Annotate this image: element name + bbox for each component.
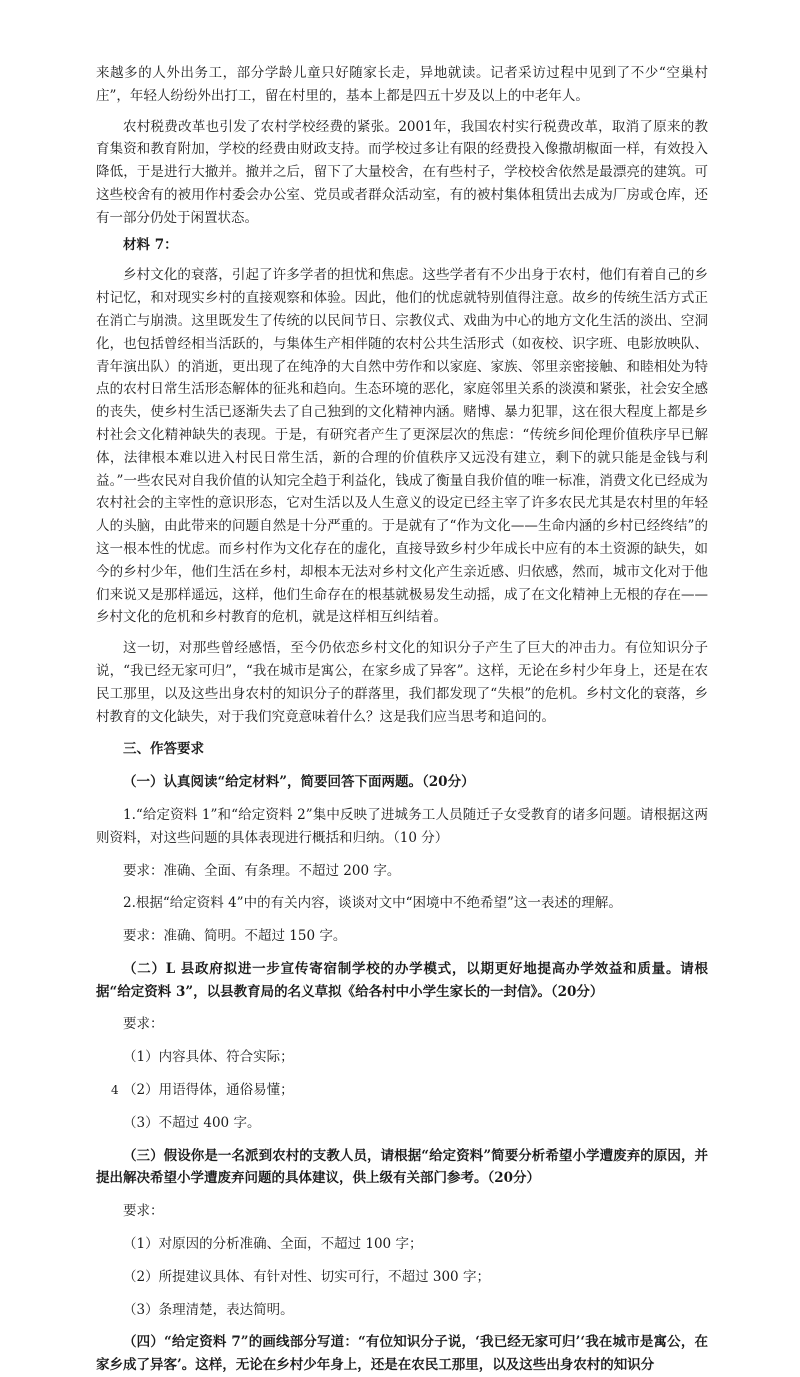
page-content: [96, 62, 708, 1377]
material-7-title: 材料 7：: [123, 236, 178, 253]
paragraph-rural-culture: 乡村文化的衰落，引起了许多学者的担忧和焦虑。这些学者有不少出身于农村，他们有着自己的乡村记忆，和对现实乡村的直接观察和体验。因此，他们的忧虑就特别值得注意。故乡的传统生活方式正在消亡与崩溃。这里既发生了传统的以民间节日、宗教仪式、戏曲为中心的地方文化生活的淡出、空洞化，也包括曾经相当活跃的，与集体生产相伴随的农村公共生活形式（如夜校、识字班、电影放映队、青年演出队）的消逝，更出现了在纯净的大自然中劳作和以家庭、家族、邻里亲密接触、和睦相处为特点的农村日常生活形态解体的征兆和趋向。生态环境的恶化，家庭邻里关系的淡漠和紧张，社会安全感的丧失，使乡村生活已逐渐失去了自己独到的文化精神内涵。赌博、暴力犯罪，这在很大程度上都是乡村社会文化精神缺失的表现。于是，有研究者产生了更深层次的焦虑：“传统乡间伦理价值秩序早已解体，法律根本难以进入村民日常生活，新的合理的价值秩序又远没有建立，剩下的就只能是金钱与利益。”一些农民对自我价值的认知完全趋于利益化，钱成了衡量自我价值的唯一标准，消费文化已经成为农村社会的主宰性的意识形态，它对生活以及人生意义的设定已经主宰了许多农民尤其是农村里的年轻人的头脑，由此带来的问题自然是十分严重的。于是就有了“作为文化——生命内涵的乡村已经终结”的这一根本性的忧虑。而乡村作为文化存在的虚化，直接导致乡村少年成长中应有的本土资源的缺失，如今的乡村少年，他们生活在乡村，却根本无法对乡村文化产生亲近感、归依感，然而，城市文化对于他们来说又是那样遥远，这样，他们生命存在的根基就极易发生动摇，成了在文化精神上无根的存在——乡村文化的危机和乡村教育的危机，就是这样相互纠结着。: [96, 267, 708, 626]
question-2-requirement-1: （1）内容具体、符合实际；: [123, 1049, 294, 1066]
paragraph-continuation: 来越多的人外出务工，部分学龄儿童只好随家长走，异地就读。记者采访过程中见到了不少“空巢村庄”，年轻人纷纷外出打工，留在村里的，基本上都是四五十岁及以上的中老年人。: [96, 65, 708, 104]
question-4-title: （四）“给定资料 7”的画线部分写道：“有位知识分子说，‘我已经无家可归’‘我在城市是寓公，在家乡成了异客’。这样，无论在乡村少年身上，还是在农民工那里，以及这些出身农村的知识分: [96, 1334, 708, 1374]
paragraph-intellectuals: 这一切，对那些曾经感悟，至今仍依恋乡村文化的知识分子产生了巨大的冲击力。有位知识分子说，“我已经无家可归”，“我在城市是寓公，在家乡成了异客”。这样，无论在乡村少年身上，还是在农民工那里，以及这些出身农村的知识分子的群落里，我们都发现了“失根”的危机。乡村文化的衰落，乡村教育的文化缺失，对于我们究竟意味着什么？这是我们应当思考和追问的。: [96, 640, 708, 725]
question-2-title: （二）L 县政府拟进一步宣传寄宿制学校的办学模式，以期更好地提高办学效益和质量。请根据“给定资料 3”，以县教育局的名义草拟《给各村中小学生家长的一封信》。（20分）: [96, 960, 708, 1000]
section-3-title: 三、作答要求: [123, 741, 204, 758]
question-2-requirement-label: 要求：: [123, 1016, 164, 1033]
question-1-item-2: 2.根据“给定资料 4”中的有关内容，谈谈对文中“困境中不绝希望”这一表述的理解。: [123, 895, 622, 912]
question-2-requirement-3: （3）不超过 400 字。: [123, 1114, 261, 1131]
question-1-item-2-requirement: 要求：准确、简明。不超过 150 字。: [123, 928, 347, 945]
question-1-item-1-requirement: 要求：准确、全面、有条理。不超过 200 字。: [123, 862, 401, 879]
question-3-requirement-3: （3）条理清楚，表达简明。: [123, 1301, 294, 1318]
page-number: 4: [111, 1083, 119, 1097]
question-3-requirement-label: 要求：: [123, 1203, 164, 1220]
question-2-requirement-2: （2）用语得体，通俗易懂；: [123, 1082, 294, 1099]
question-1-item-1: 1.“给定资料 1”和“给定资料 2”集中反映了进城务工人员随迁子女受教育的诸多问题。请根据这两则资料，对这些问题的具体表现进行概括和归纳。（10 分）: [96, 806, 708, 846]
question-3-requirement-1: （1）对原因的分析准确、全面，不超过 100 字；: [123, 1236, 423, 1253]
question-3-title: （三）假设你是一名派到农村的支教人员，请根据“给定资料”简要分析希望小学遭废弃的原因，并提出解决希望小学遭废弃问题的具体建议，供上级有关部门参考。（20分）: [96, 1147, 708, 1187]
paragraph-tax-reform: 农村税费改革也引发了农村学校经费的紧张。2001年，我国农村实行税费改革，取消了原来的教育集资和教育附加，学校的经费由财政支持。而学校过多让有限的经费投入像撒胡椒面一样，有效投入降低，于是进行大撤并。撤并之后，留下了大量校舍，在有些村子，学校校舍依然是最漂亮的建筑。可这些校舍有的被用作村委会办公室、党员或者群众活动室，有的被村集体租赁出去成为厂房或仓库，还有一部分仍处于闲置状态。: [96, 118, 708, 226]
question-3-requirement-2: （2）所提建议具体、有针对性、切实可行，不超过 300 字；: [123, 1268, 490, 1285]
question-1-title: （一）认真阅读“给定材料”，简要回答下面两题。（20分）: [123, 774, 475, 791]
